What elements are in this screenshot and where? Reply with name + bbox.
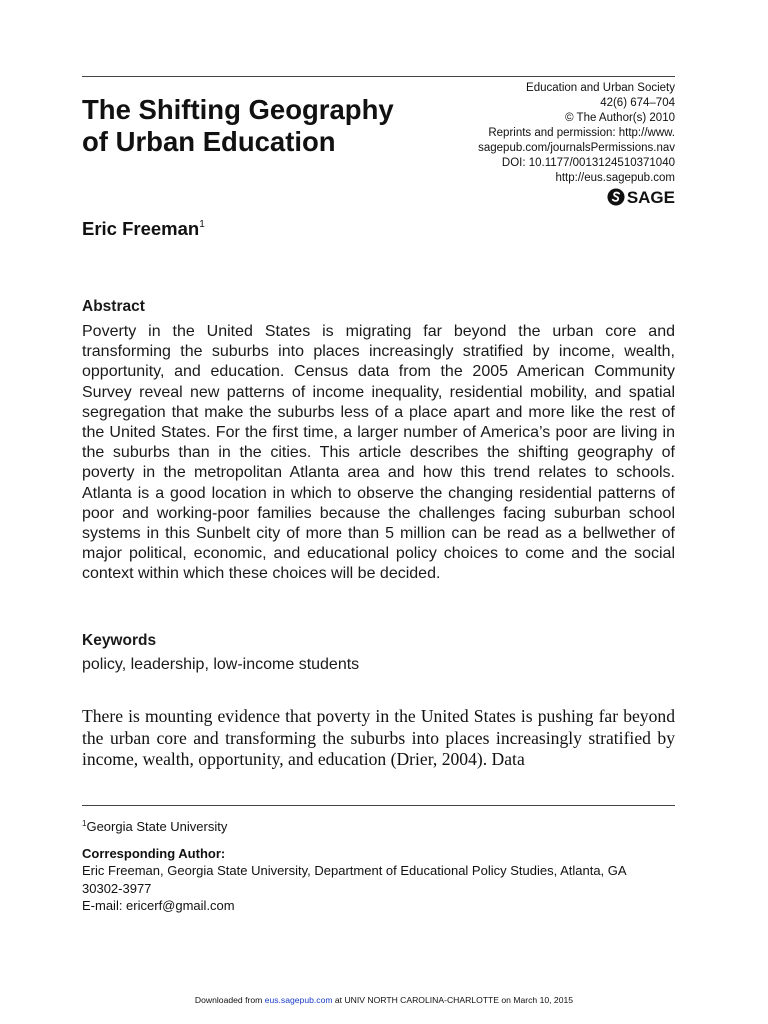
abstract-heading: Abstract (82, 298, 145, 315)
corresponding-author-line-1: Eric Freeman, Georgia State University, Department of Educational Policy Studies, Atlanta, GA (82, 863, 627, 878)
journal-url[interactable]: http://eus.sagepub.com (555, 172, 675, 184)
corresponding-author-heading: Corresponding Author: (82, 845, 226, 861)
author-affiliation-mark: 1 (199, 219, 205, 230)
keywords-text: policy, leadership, low-income students (82, 656, 360, 673)
doi: DOI: 10.1177/0013124510371040 (501, 157, 675, 169)
footnote (82, 815, 682, 915)
title-line-2: of Urban Education (82, 126, 336, 157)
journal-volume: 42(6) 674–704 (600, 97, 675, 109)
sage-logo-text: SAGE (626, 187, 675, 207)
keywords-heading: Keywords (82, 632, 157, 649)
copyright: © The Author(s) 2010 (565, 112, 675, 124)
download-prefix: Downloaded from (194, 995, 265, 1005)
footnote-rule (82, 805, 675, 806)
affiliation-text: Georgia State University (86, 819, 228, 834)
author-line (82, 218, 205, 240)
download-note (0, 995, 768, 1005)
abstract-text: Poverty in the United States is migrating far beyond the urban core and transforming the suburbs into places increasingly stratified by income, wealth, opportunity, and education. Census data from the 2005 American Community Survey reveal new patterns of income inequality, residential mobility, and spatial segregation that make the suburbs less of a place apart and more like the rest of the United States. For the first time, a larger number of America’s poor are living in the suburbs than in the cities. This article describes the shifting geography of poverty in the metropolitan Atlanta area and how this trend relates to schools. Atlanta is a good location in which to observe the changing residential patterns of poor and working-poor families because the challenges facing suburban school systems in this Sunbelt city of more than 5 million can be read as a bellwether of major political, economic, and educational policy choices to come and the social context within which these choices will be decided. (82, 323, 675, 583)
title-line-1: The Shifting Geography (82, 94, 394, 125)
author-name: Eric Freeman (82, 218, 200, 239)
body-paragraph: There is mounting evidence that poverty in the United States is pushing far beyond the urban core and transforming the suburbs into places increasingly stratified by income, wealth, opportunity, and education (Drier, 2004). Data (82, 706, 675, 769)
sage-logo (607, 188, 675, 206)
download-suffix: at UNIV NORTH CAROLINA-CHARLOTTE on March 10, 2015 (332, 995, 574, 1005)
journal-name: Education and Urban Society (526, 82, 675, 94)
reprints-line-1: Reprints and permission: http://www. (488, 127, 675, 139)
article-title (82, 94, 452, 158)
sage-s-icon (607, 188, 625, 206)
download-link[interactable]: eus.sagepub.com (264, 995, 333, 1005)
journal-meta (415, 81, 675, 211)
corresponding-author-email[interactable]: E-mail: ericerf@gmail.com (82, 898, 235, 913)
top-rule (82, 76, 675, 77)
corresponding-author-line-2: 30302-3977 (82, 880, 152, 896)
footnote-mark: 1 (82, 819, 87, 828)
reprints-line-2: sagepub.com/journalsPermissions.nav (478, 142, 675, 154)
affiliation-footnote (82, 815, 682, 836)
